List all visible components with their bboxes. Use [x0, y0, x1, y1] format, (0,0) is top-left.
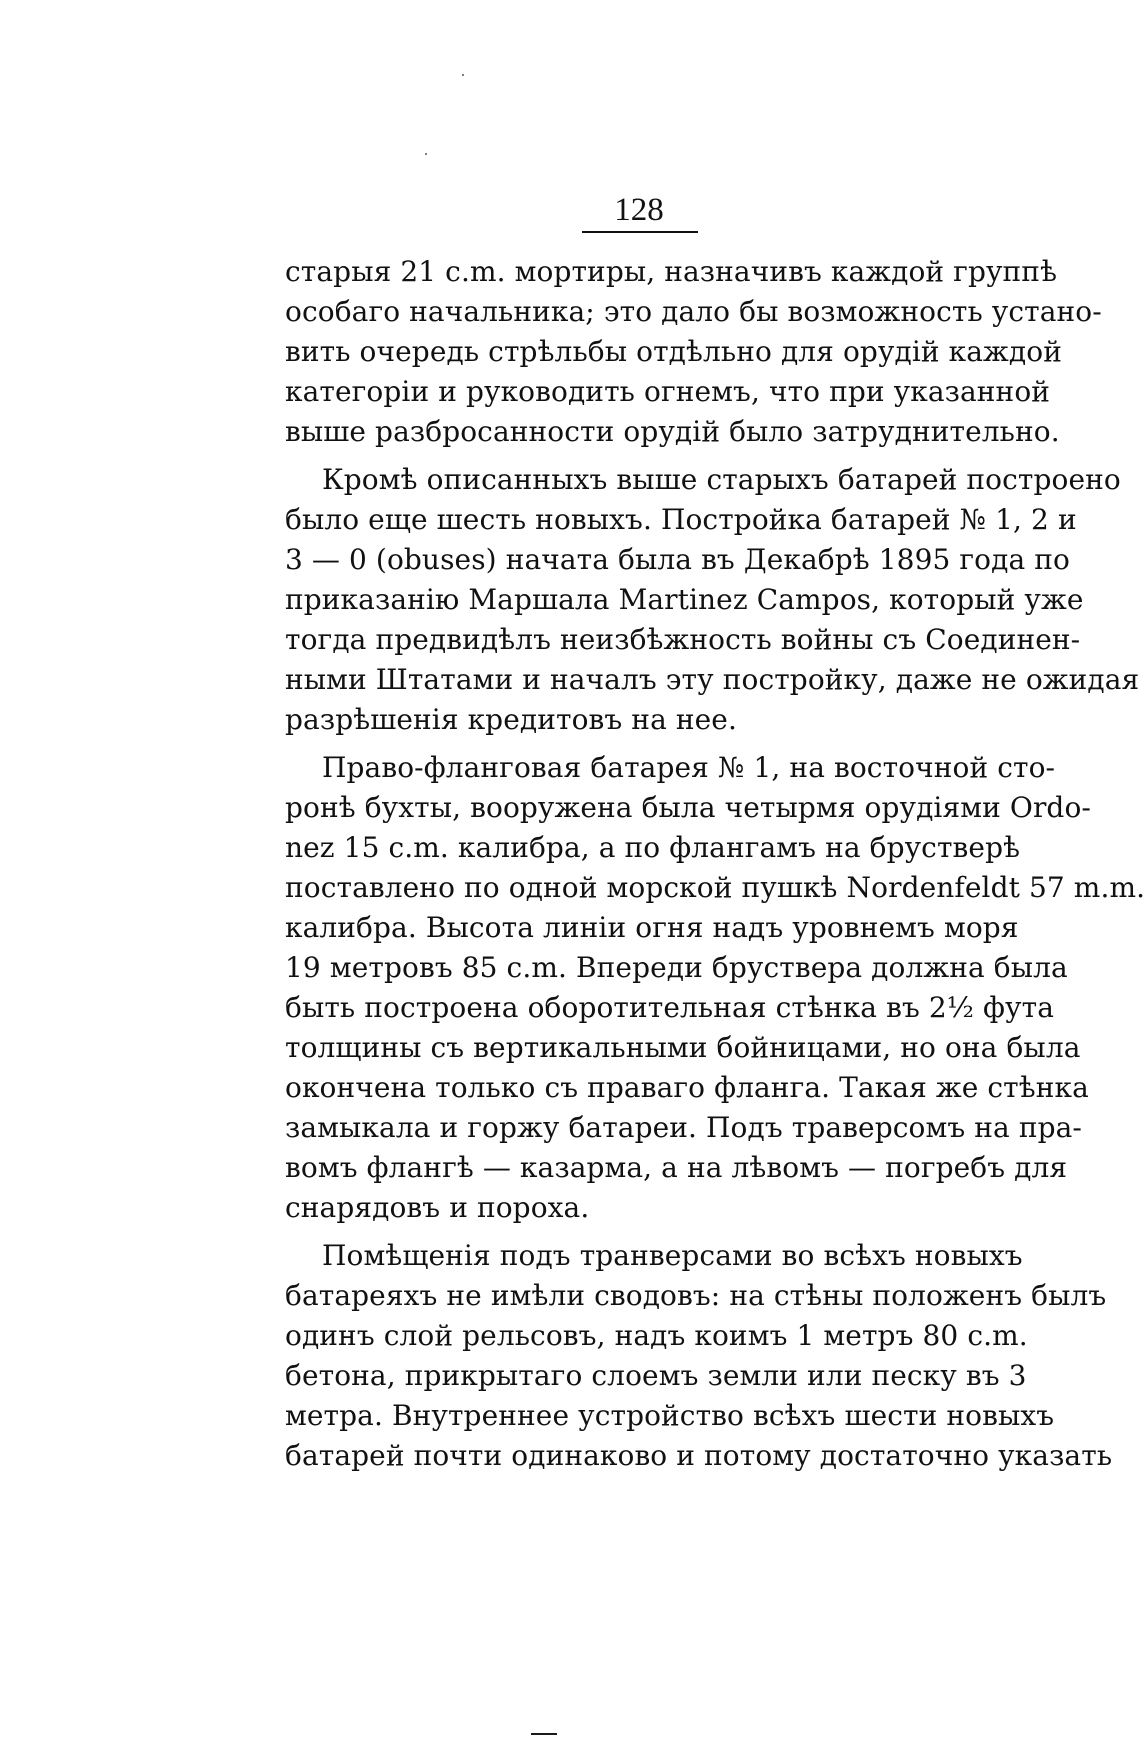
text-line: калибра. Высота линіи огня надъ уровнемъ моря — [285, 911, 1019, 944]
page-number: 128 — [614, 192, 664, 228]
header-rule — [582, 231, 698, 233]
text-line: ными Штатами и началъ эту постройку, даже не ожидая — [285, 663, 1140, 696]
page-header — [580, 190, 698, 230]
text-line: вомъ флангѣ — казарма, а на лѣвомъ — погребъ для — [285, 1151, 1068, 1184]
text-line: батарей почти одинаково и потому достаточно указать — [285, 1439, 1113, 1472]
text-line: бетона, прикрытаго слоемъ земли или песку въ 3 — [285, 1359, 1027, 1392]
text-line: одинъ слой рельсовъ, надъ коимъ 1 метръ 80 c.m. — [285, 1319, 1028, 1352]
text-line: снарядовъ и пороха. — [285, 1191, 590, 1224]
text-line: 19 метровъ 85 c.m. Впереди бруствера должна была — [285, 951, 1068, 984]
text-line: приказанію Маршала Martinez Campos, который уже — [285, 583, 1084, 616]
text-line: Помѣщенія подъ транверсами во всѣхъ новыхъ — [322, 1239, 1023, 1272]
body-text — [285, 252, 1145, 1476]
text-line: старыя 21 c.m. мортиры, назначивъ каждой группѣ — [285, 255, 1058, 288]
paragraph — [285, 1236, 1113, 1476]
text-line: nez 15 c.m. калибра, а по флангамъ на брустверѣ — [285, 831, 1021, 864]
text-line: окончена только съ праваго фланга. Такая же стѣнка — [285, 1071, 1089, 1104]
text-line: замыкала и горжу батареи. Подъ траверсомъ на пра- — [285, 1111, 1082, 1144]
text-line: ронѣ бухты, вооружена была четырмя орудіями Ordo- — [285, 791, 1091, 824]
text-line: вить очередь стрѣльбы отдѣльно для орудій каждой — [285, 335, 1062, 368]
text-line: Кромѣ описанныхъ выше старыхъ батарей построено — [322, 463, 1121, 496]
text-line: разрѣшенія кредитовъ на нее. — [285, 703, 737, 736]
text-line: быть построена оборотительная стѣнка въ 2½ фута — [285, 991, 1055, 1024]
text-line: метра. Внутреннее устройство всѣхъ шести новыхъ — [285, 1399, 1055, 1432]
text-line: батареяхъ не имѣли сводовъ: на стѣны положенъ былъ — [285, 1279, 1107, 1312]
text-line: особаго начальника; это дало бы возможность устано- — [285, 295, 1102, 328]
scan-speck — [462, 74, 464, 76]
text-line: толщины съ вертикальными бойницами, но она была — [285, 1031, 1081, 1064]
text-line: категоріи и руководить огнемъ, что при указанной — [285, 375, 1051, 408]
text-line: тогда предвидѣлъ неизбѣжность войны съ Соединен- — [285, 623, 1081, 656]
text-line: выше разбросанности орудій было затруднительно. — [285, 415, 1060, 448]
paragraph — [285, 252, 1102, 452]
text-line: было еще шесть новыхъ. Постройка батарей № 1, 2 и — [285, 503, 1077, 536]
text-line: Право-фланговая батарея № 1, на восточной сто- — [322, 751, 1056, 784]
paragraph — [285, 748, 1145, 1228]
text-line: 3 — 0 (obuses) начата была въ Декабрѣ 1895 года по — [285, 543, 1070, 576]
footer-mark — [531, 1733, 557, 1735]
paragraph — [285, 460, 1140, 740]
scan-speck — [425, 153, 427, 155]
text-line: поставлено по одной морской пушкѣ Nordenfeldt 57 m.m. — [285, 871, 1145, 904]
